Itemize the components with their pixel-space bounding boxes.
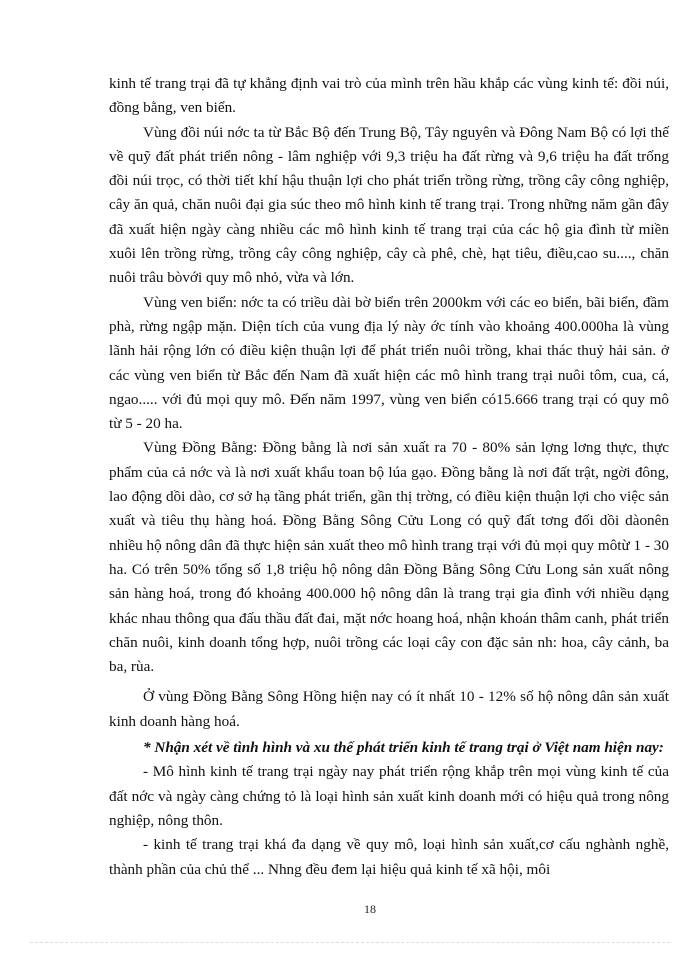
- paragraph-point-1: - Mô hình kinh tế trang trại ngày nay phát triển rộng khắp trên mọi vùng kinh tế của đất nớc và ngày càng chứng tỏ là loại hình sản xuất kinh doanh mới có hiệu quả trong nông nghiệp, nông thôn.: [109, 763, 669, 829]
- paragraph-point-2: - kinh tế trang trại khá đa dạng về quy mô, loại hình sản xuất,cơ cấu nghành nghề, thành phần của chủ thể ... Nhng đều đem lại hiệu quả kinh tế xã hội, môi: [109, 836, 669, 878]
- paragraph-intro: kinh tế trang trại đã tự khẳng định vai trò của mình trên hầu khắp các vùng kinh tế: đồi núi, đồng bằng, ven biển.: [109, 75, 669, 117]
- paragraph-mountain-region: Vùng đồi núi nớc ta từ Bắc Bộ đến Trung Bộ, Tây nguyên và Đông Nam Bộ có lợi thế về quỹ đất phát triển nông - lâm nghiệp với 9,3 triệu ha đất rừng và 9,6 triệu ha đất trống đồi núi trọc, có thời tiết khí hậu thuận lợi cho phát triển trồng rừng, trồng cây công nghiệp, cây ăn quả, chăn nuôi đại gia súc theo mô hình kinh tế trang trại. Trong những năm gần đây đã xuất hiện ngày càng nhiều các mô hình kinh tế trang trại của các hộ gia đình từ miền xuôi lên trồng rừng, trồng cây công nghiệp, cây cà phê, chè, hạt tiêu, điều,cao su...., chăn nuôi trâu bòvới quy mô nhỏ, vừa và lớn.: [109, 123, 669, 287]
- page-bottom-divider: [30, 942, 670, 943]
- page-number: 18: [364, 902, 376, 916]
- paragraph-coastal-region: Vùng ven biển: nớc ta có triều dài bờ biển trên 2000km với các eo biển, bãi biển, đầm phà, rừng ngập mặn. Diện tích của vung địa lý này ớc tính vào khoảng 400.000ha là vùng lãnh hải rộng lớn có điều kiện thuận lợi để phát triển nuôi trồng, khai thác thuỷ hải sản. ở các vùng ven biển từ Bắc đến Nam đã xuất hiện các mô hình trang trại nuôi tôm, cua, cá, ngao..... với đủ mọi quy mô. Đến năm 1997, vùng ven biển có15.666 trang trại có quy mô từ 5 - 20 ha.: [109, 293, 669, 433]
- section-heading: * Nhận xét về tình hình và xu thế phát triển kinh tế trang trại ở Việt nam hiện nay:: [143, 739, 664, 757]
- document-body: [109, 72, 669, 882]
- paragraph-red-river-delta: Ở vùng Đồng Bằng Sông Hồng hiện nay có ít nhất 10 - 12% số hộ nông dân sản xuất kinh doanh hàng hoá.: [109, 688, 669, 730]
- paragraph-delta-region: Vùng Đồng Bằng: Đồng bằng là nơi sản xuất ra 70 - 80% sản lợng lơng thực, thực phẩm của cả nớc và là nơi xuất khẩu toan bộ lúa gạo. Đồng bằng là nơi đất trật, ngời đông, lao động dồi dào, cơ sở hạ tầng phát triển, gần thị trờng, có điều kiện thuận lợi cho việc sản xuất và tiêu thụ hàng hoá. Đồng Bằng Sông Cửu Long có quỹ đất tơng đối dồi dàonên nhiều hộ nông dân đã thực hiện sản xuất theo mô hình trang trại với đủ mọi quy môtừ 1 - 30 ha. Có trên 50% tổng số 1,8 triệu hộ nông dân Đồng Bằng Sông Cửu Long sản xuất nông sản hàng hoá, trong đó khoảng 400.000 hộ nông dân là trang trại gia đình với nhiều dạng khác nhau thông qua đấu thầu đất đai, mặt nớc hoang hoá, nhận khoán thâm canh, phát triển chăn nuôi, kinh doanh tổng hợp, nuôi trồng các loại cây con đặc sản nh: hoa, cây cảnh, ba ba, rùa.: [109, 439, 669, 676]
